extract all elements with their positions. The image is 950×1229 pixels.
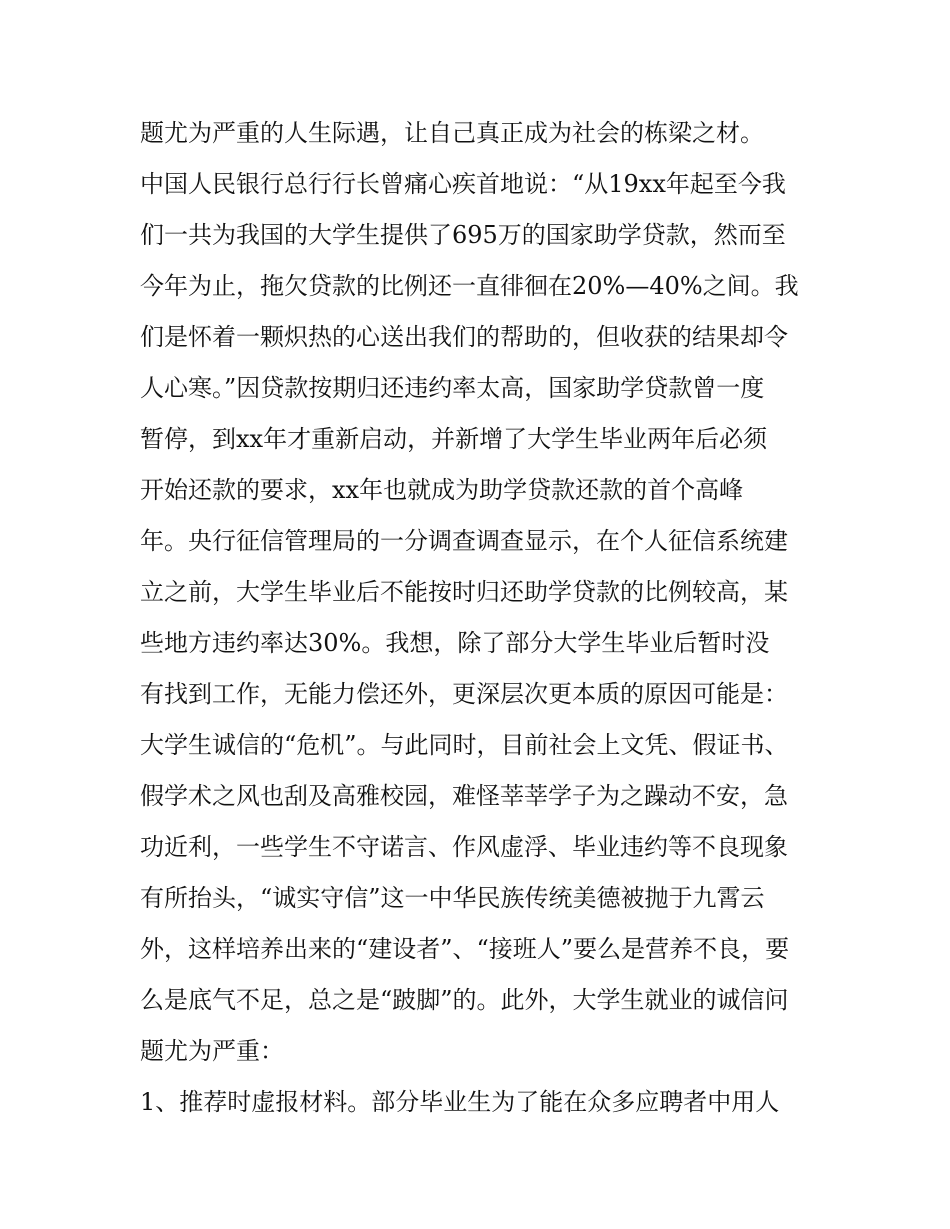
text-line: 外，这样培养出来的“建设者”、“接班人”要么是营养不良，要 bbox=[140, 935, 790, 963]
text-line: 人心寒。”因贷款按期归还违约率太高，国家助学贷款曾一度 bbox=[140, 374, 765, 402]
text-line: 中国人民银行总行行长曾痛心疾首地说：“从19xx年起至今我 bbox=[140, 170, 786, 198]
text-line: 年。央行征信管理局的一分调查调查显示，在个人征信系统建 bbox=[140, 527, 788, 555]
text-line: 假学术之风也刮及高雅校园，难怪莘莘学子为之躁动不安，急 bbox=[140, 782, 788, 810]
text-line: 么是底气不足，总之是“跛脚”的。此外，大学生就业的诚信问 bbox=[140, 986, 789, 1014]
text-line: 有所抬头，“诚实守信”这一中华民族传统美德被抛于九霄云 bbox=[140, 884, 765, 912]
text-line: 些地方违约率达30%。我想，除了部分大学生毕业后暂时没 bbox=[140, 629, 770, 657]
body-text bbox=[140, 108, 820, 1128]
text-line: 立之前，大学生毕业后不能按时归还助学贷款的比例较高，某 bbox=[140, 578, 788, 606]
text-line: 大学生诚信的“危机”。与此同时，目前社会上文凭、假证书、 bbox=[140, 731, 789, 759]
text-line: 们是怀着一颗炽热的心送出我们的帮助的，但收获的结果却令 bbox=[140, 323, 788, 351]
text-line: 暂停，到xx年才重新启动，并新增了大学生毕业两年后必须 bbox=[140, 425, 768, 453]
text-line: 1、推荐时虚报材料。部分毕业生为了能在众多应聘者中用人 bbox=[140, 1088, 780, 1116]
text-line: 题尤为严重的人生际遇，让自己真正成为社会的栋梁之材。 bbox=[140, 119, 764, 147]
text-line: 功近利，一些学生不守诺言、作风虚浮、毕业违约等不良现象 bbox=[140, 833, 788, 861]
text-line: 有找到工作，无能力偿还外，更深层次更本质的原因可能是： bbox=[140, 680, 788, 708]
text-line: 开始还款的要求，xx年也就成为助学贷款还款的首个高峰 bbox=[140, 476, 744, 504]
text-line: 题尤为严重： bbox=[140, 1037, 284, 1065]
text-line: 今年为止，拖欠贷款的比例还一直徘徊在20%—40%之间。我 bbox=[140, 272, 799, 300]
text-line: 们一共为我国的大学生提供了695万的国家助学贷款，然而至 bbox=[140, 221, 786, 249]
